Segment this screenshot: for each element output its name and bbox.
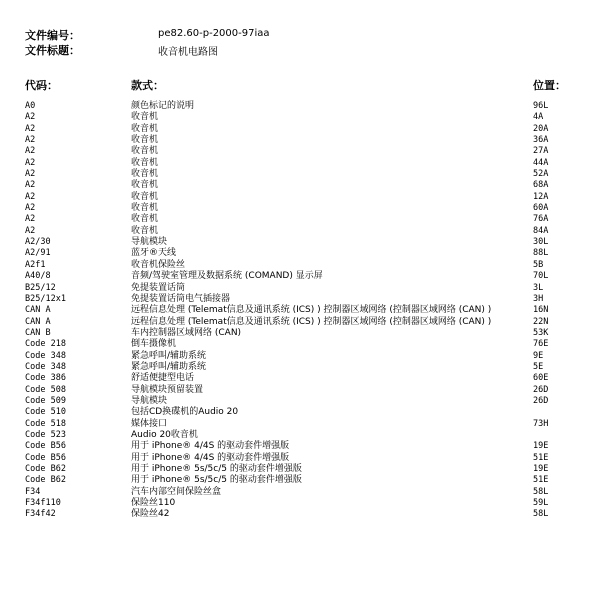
item-position: 27A <box>533 146 549 157</box>
item-description: 紧急呼叫/辅助系统 <box>131 350 207 361</box>
item-description: 远程信息处理 (Telemat信息及通讯系统 (ICS) ) 控制器区域网络 (控制器区域网络 (CAN) ) <box>131 316 492 327</box>
item-position: 88L <box>533 248 549 259</box>
item-description: 收音机 <box>131 203 159 214</box>
item-description: 蓝牙®天线 <box>131 248 177 259</box>
item-description: 用于 iPhone® 5s/5c/5 的驱动套件增强版 <box>131 464 302 474</box>
list-item <box>0 464 606 475</box>
list-item <box>0 248 606 259</box>
item-description: 保险丝42 <box>131 509 170 520</box>
list-item <box>0 385 606 396</box>
item-position: 51E <box>533 475 549 486</box>
item-position: 52A <box>533 169 549 180</box>
list-item <box>0 283 606 294</box>
item-code: CAN A <box>25 316 51 327</box>
item-code: A2 <box>25 191 36 202</box>
item-position: 76E <box>533 339 549 350</box>
list-item <box>0 305 606 316</box>
list-item <box>0 407 606 418</box>
item-position: 58L <box>533 509 549 520</box>
item-code: A2 <box>25 135 36 146</box>
list-item <box>0 317 606 328</box>
item-position: 44A <box>533 157 549 168</box>
item-code: A2f1 <box>25 259 46 270</box>
item-position: 12A <box>533 191 549 202</box>
list-item <box>0 509 606 520</box>
list-item <box>0 396 606 407</box>
item-description: 收音机 <box>131 112 159 123</box>
item-description: 用于 iPhone® 4/4S 的驱动套件增强版 <box>131 441 290 452</box>
item-description: 舒适便捷型电话 <box>131 373 195 384</box>
item-code: F34f110 <box>25 498 61 509</box>
item-description: 收音机 <box>131 214 159 225</box>
list-item <box>0 135 606 146</box>
item-description: 音频/驾驶室管理及数据系统 (COMAND) 显示屏 <box>131 271 323 282</box>
list-item <box>0 124 606 135</box>
item-position: 60E <box>533 373 549 384</box>
list-item <box>0 362 606 373</box>
list-item <box>0 203 606 214</box>
item-description: 收音机 <box>131 157 159 168</box>
item-position: 20A <box>533 123 549 134</box>
item-position: 60A <box>533 203 549 214</box>
list-item <box>0 419 606 430</box>
item-position: 4A <box>533 112 544 123</box>
item-code: Code 523 <box>25 429 66 440</box>
list-item <box>0 498 606 509</box>
item-position: 76A <box>533 214 549 225</box>
item-code: A2 <box>25 157 36 168</box>
item-position: 5B <box>533 259 544 270</box>
item-position: 9E <box>533 350 544 361</box>
item-code: B25/12 <box>25 282 56 293</box>
item-description: 收音机 <box>131 123 159 134</box>
list-item <box>0 112 606 123</box>
item-description: Audio 20收音机 <box>131 429 198 440</box>
list-item <box>0 271 606 282</box>
item-code: A40/8 <box>25 271 51 282</box>
item-description: 导航模块预留装置 <box>131 384 204 395</box>
item-position: 96L <box>533 101 549 111</box>
list-item <box>0 430 606 441</box>
item-description: 车内控制器区域网络 (CAN) <box>131 327 242 338</box>
item-code: A0 <box>25 101 36 111</box>
list-item <box>0 237 606 248</box>
item-position: 3L <box>533 282 544 293</box>
list-item <box>0 453 606 464</box>
item-description: 收音机 <box>131 146 159 157</box>
list-item <box>0 441 606 452</box>
item-position: 58L <box>533 486 549 497</box>
item-position: 26D <box>533 395 549 406</box>
item-code: A2 <box>25 214 36 225</box>
item-code: A2 <box>25 225 36 236</box>
item-position: 19E <box>533 464 549 474</box>
column-header-code: 代码： <box>25 79 58 92</box>
list-item <box>0 180 606 191</box>
item-code: A2 <box>25 180 36 191</box>
item-description: 包括CD换碟机的Audio 20 <box>131 407 239 418</box>
item-code: Code 510 <box>25 407 66 418</box>
list-item <box>0 328 606 339</box>
item-description: 收音机 <box>131 225 159 236</box>
list-item <box>0 373 606 384</box>
item-position: 22N <box>533 316 549 327</box>
list-item <box>0 260 606 271</box>
doc-title-value: 收音机电路图 <box>158 47 218 58</box>
item-description: 倒车摄像机 <box>131 339 177 350</box>
doc-number-label: 文件编号： <box>25 29 80 42</box>
item-code: Code 509 <box>25 395 66 406</box>
item-code: CAN A <box>25 305 51 316</box>
item-description: 免提装置话筒 <box>131 282 186 293</box>
item-position: 68A <box>533 180 549 191</box>
item-position: 26D <box>533 384 549 395</box>
item-description: 收音机 <box>131 169 159 180</box>
item-code: A2 <box>25 123 36 134</box>
item-position: 30L <box>533 237 549 248</box>
list-item <box>0 294 606 305</box>
item-code: Code 348 <box>25 361 66 372</box>
item-position: 70L <box>533 271 549 282</box>
item-code: Code 218 <box>25 339 66 350</box>
item-position: 16N <box>533 305 549 316</box>
list-item <box>0 487 606 498</box>
item-code: Code 348 <box>25 350 66 361</box>
item-description: 保险丝110 <box>131 498 176 509</box>
item-description: 收音机 <box>131 135 159 146</box>
item-position: 5E <box>533 361 544 372</box>
item-position: 73H <box>533 418 549 429</box>
item-code: CAN B <box>25 327 51 338</box>
item-code: Code 508 <box>25 384 66 395</box>
item-code: A2 <box>25 203 36 214</box>
list-item <box>0 146 606 157</box>
column-header-description: 款式： <box>131 79 164 92</box>
column-header-position: 位置： <box>533 79 566 92</box>
item-description: 用于 iPhone® 4/4S 的驱动套件增强版 <box>131 452 290 463</box>
item-code: A2 <box>25 169 36 180</box>
list-item <box>0 158 606 169</box>
item-code: A2/91 <box>25 248 51 259</box>
list-item <box>0 351 606 362</box>
item-description: 紧急呼叫/辅助系统 <box>131 361 207 372</box>
item-position: 36A <box>533 135 549 146</box>
doc-number-value: pe82.60-p-2000-97iaa <box>158 28 270 39</box>
item-code: Code B62 <box>25 475 66 486</box>
item-code: F34 <box>25 486 41 497</box>
item-description: 媒体接口 <box>131 418 168 429</box>
item-code: A2 <box>25 112 36 123</box>
item-position: 3H <box>533 293 544 304</box>
item-description: 远程信息处理 (Telemat信息及通讯系统 (ICS) ) 控制器区域网络 (控制器区域网络 (CAN) ) <box>131 305 492 316</box>
item-position: 59L <box>533 498 549 509</box>
list-item <box>0 192 606 203</box>
list-item <box>0 475 606 486</box>
item-description: 用于 iPhone® 5s/5c/5 的驱动套件增强版 <box>131 475 302 486</box>
item-code: Code B56 <box>25 441 66 452</box>
item-description: 汽车内部空间保险丝盒 <box>131 486 222 497</box>
item-description: 颜色标记的说明 <box>131 101 195 111</box>
item-code: B25/12x1 <box>25 293 66 304</box>
item-description: 收音机保险丝 <box>131 259 186 270</box>
item-description: 免提装置话筒电气插接器 <box>131 293 231 304</box>
item-description: 导航模块 <box>131 395 168 406</box>
item-code: Code B56 <box>25 452 66 463</box>
list-item <box>0 169 606 180</box>
list-item <box>0 101 606 112</box>
item-code: Code 518 <box>25 418 66 429</box>
item-position: 19E <box>533 441 549 452</box>
item-code: F34f42 <box>25 509 56 520</box>
item-position: 84A <box>533 225 549 236</box>
item-position: 51E <box>533 452 549 463</box>
list-item <box>0 339 606 350</box>
item-description: 收音机 <box>131 180 159 191</box>
item-description: 收音机 <box>131 191 159 202</box>
list-item <box>0 214 606 225</box>
parts-list <box>0 101 606 521</box>
item-description: 导航模块 <box>131 237 168 248</box>
item-code: Code 386 <box>25 373 66 384</box>
item-code: Code B62 <box>25 464 66 474</box>
item-code: A2 <box>25 146 36 157</box>
doc-title-label: 文件标题： <box>25 44 80 57</box>
item-code: A2/30 <box>25 237 51 248</box>
item-position: 53K <box>533 327 549 338</box>
list-item <box>0 226 606 237</box>
